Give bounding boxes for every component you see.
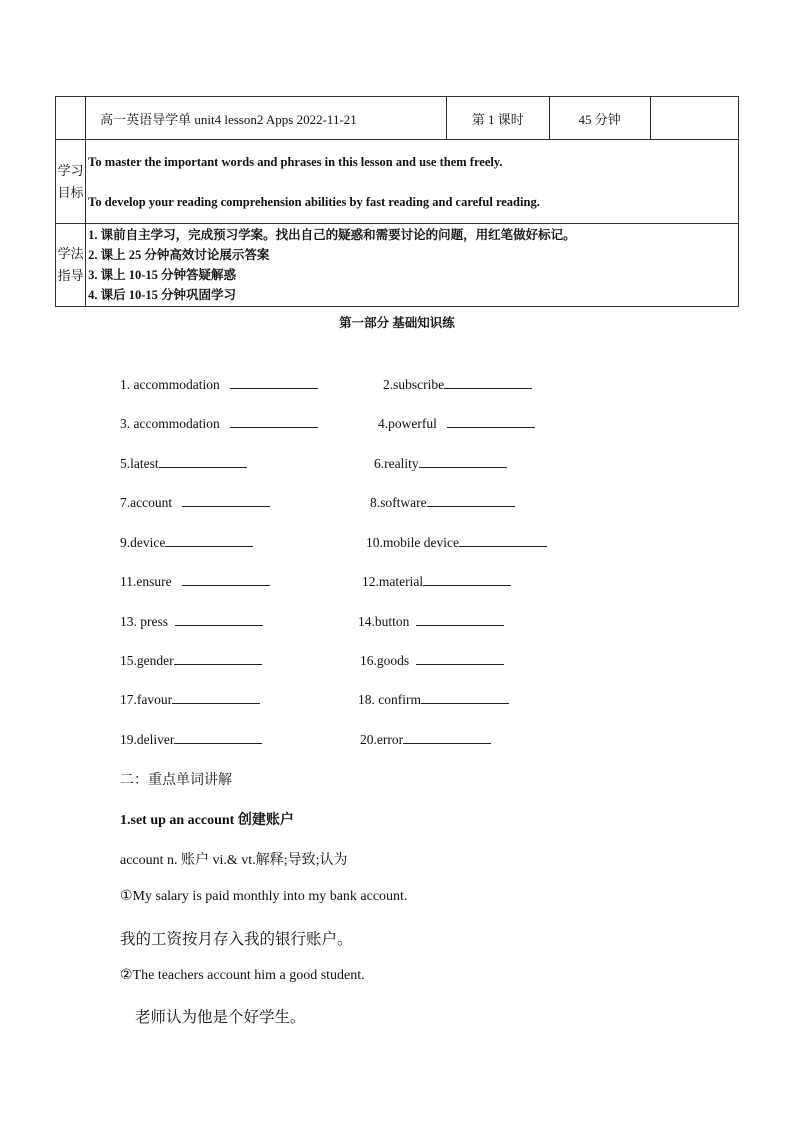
answer-blank[interactable] — [419, 455, 507, 468]
example-chinese: 我的工资按月存入我的银行账户。 — [120, 931, 353, 948]
vocab-item: 20.error — [360, 731, 491, 748]
answer-blank[interactable] — [159, 455, 247, 468]
vocab-item: 13. press — [120, 613, 263, 630]
answer-blank[interactable] — [230, 415, 318, 428]
vocab-item: 2.subscribe — [383, 376, 532, 393]
answer-blank[interactable] — [416, 613, 504, 626]
method-item: 3. 课上 10-15 分钟答疑解惑 — [88, 268, 237, 282]
example-english: ①My salary is paid monthly into my bank account. — [120, 889, 408, 904]
goals-label: 学习 目标 — [56, 140, 86, 224]
answer-blank[interactable] — [172, 691, 260, 704]
answer-blank[interactable] — [174, 731, 262, 744]
example-english: ②The teachers account him a good student. — [120, 968, 365, 983]
method-label: 学法 指导 — [56, 224, 86, 307]
vocab-item: 16.goods — [360, 652, 504, 669]
lesson-title: 高一英语导学单 unit4 lesson2 Apps 2022-11-21 — [86, 97, 447, 140]
vocab-item: 5.latest — [120, 455, 247, 472]
answer-blank[interactable] — [427, 494, 515, 507]
vocab-item: 8.software — [370, 494, 515, 511]
vocab-item: 9.device — [120, 534, 253, 551]
vocab-item: 17.favour — [120, 691, 260, 708]
answer-blank[interactable] — [423, 573, 511, 586]
answer-blank[interactable] — [444, 376, 532, 389]
answer-blank[interactable] — [165, 534, 253, 547]
answer-blank[interactable] — [230, 376, 318, 389]
vocab-item: 6.reality — [374, 455, 507, 472]
vocab-item: 1. accommodation — [120, 376, 318, 393]
answer-blank[interactable] — [182, 494, 270, 507]
word-definition: account n. 账户 vi.& vt.解释;导致;认为 — [120, 853, 348, 868]
vocab-item: 14.button — [358, 613, 504, 630]
method-item: 1. 课前自主学习，完成预习学案。找出自己的疑惑和需要讨论的问题，用红笔做好标记。 — [88, 228, 576, 242]
vocab-item: 10.mobile device — [366, 534, 547, 551]
vocab-item: 4.powerful — [378, 415, 535, 432]
vocab-item: 19.deliver — [120, 731, 262, 748]
empty-label-cell — [56, 97, 86, 140]
answer-blank[interactable] — [459, 534, 547, 547]
method-content — [86, 224, 739, 307]
vocab-item: 3. accommodation — [120, 415, 318, 432]
vocab-item: 18. confirm — [358, 691, 509, 708]
lesson-period: 第 1 课时 — [446, 97, 549, 140]
vocab-item: 7.account — [120, 494, 270, 511]
goal-item: To develop your reading comprehension abilities by fast reading and careful reading. — [88, 194, 540, 209]
vocab-item: 12.material — [362, 573, 511, 590]
section-title: 第一部分 基础知识练 — [339, 316, 455, 330]
answer-blank[interactable] — [447, 415, 535, 428]
answer-blank[interactable] — [416, 652, 504, 665]
goal-item: To master the important words and phrases in this lesson and use them freely. — [88, 154, 503, 169]
answer-blank[interactable] — [403, 731, 491, 744]
lesson-header-table — [55, 96, 739, 307]
answer-blank[interactable] — [421, 691, 509, 704]
answer-blank[interactable] — [175, 613, 263, 626]
goals-content — [86, 140, 739, 224]
vocab-item: 11.ensure — [120, 573, 270, 590]
section-heading: 二：重点单词讲解 — [120, 773, 232, 788]
method-item: 4. 课后 10-15 分钟巩固学习 — [88, 288, 237, 302]
lesson-duration: 45 分钟 — [549, 97, 650, 140]
answer-blank[interactable] — [182, 573, 270, 586]
method-item: 2. 课上 25 分钟高效讨论展示答案 — [88, 248, 270, 262]
answer-blank[interactable] — [174, 652, 262, 665]
example-chinese: 老师认为他是个好学生。 — [135, 1009, 306, 1026]
vocab-item: 15.gender — [120, 652, 262, 669]
empty-cell — [650, 97, 738, 140]
item-heading: 1.set up an account 创建账户 — [120, 813, 294, 828]
